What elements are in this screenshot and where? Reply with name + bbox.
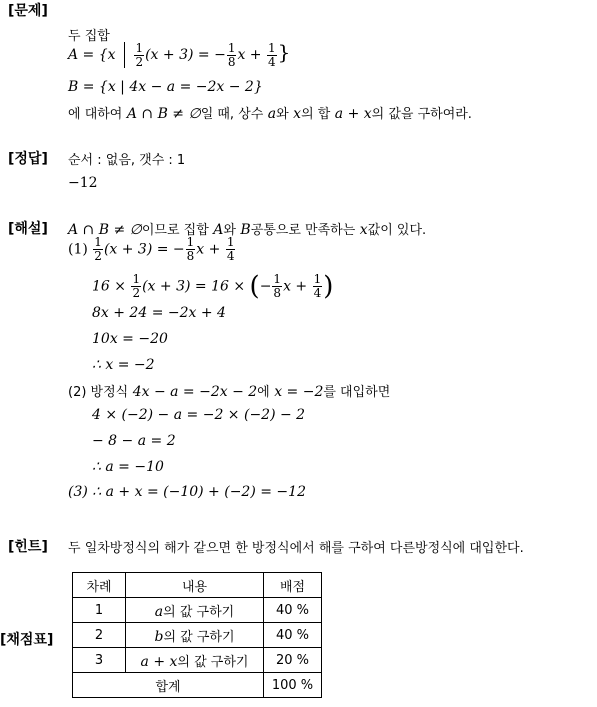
row-content: a + x의 값 구하기 xyxy=(126,648,264,673)
rubric-tag: [채점표] xyxy=(0,632,54,648)
explanation-tag: [해설] xyxy=(8,221,48,237)
set-b-definition: B = {x | 4x − a = −2x − 2} xyxy=(68,79,263,95)
row-score: 20 % xyxy=(264,648,322,673)
rubric-header-row xyxy=(73,573,322,598)
row-order: 3 xyxy=(73,648,126,673)
set-a-lead: A = {x xyxy=(68,47,116,63)
step1-line5: ∴ x = −2 xyxy=(92,357,155,373)
set-a-frac2: $\frac{1}{8}$ xyxy=(227,40,236,69)
set-a-mid: (x + 3) = − xyxy=(145,47,226,63)
step2-line3: − 8 − a = 2 xyxy=(92,433,176,449)
set-a-frac3: $\frac{1}{4}$ xyxy=(267,40,276,69)
step1-line3: 8x + 24 = −2x + 4 xyxy=(92,305,226,321)
row-score: 40 % xyxy=(264,598,322,623)
header-order: 차례 xyxy=(73,573,126,598)
table-row xyxy=(73,623,322,648)
explanation-intro: A ∩ B ≠ ∅이므로 집합 A와 B공통으로 만족하는 x값이 있다. xyxy=(68,222,427,238)
step2-line1: (2) 방정식 4x − a = −2x − 2에 x = −2를 대입하면 xyxy=(68,384,391,400)
step2-line2: 4 × (−2) − a = −2 × (−2) − 2 xyxy=(92,407,306,423)
rubric-table xyxy=(72,572,322,698)
row-order: 1 xyxy=(73,598,126,623)
table-row xyxy=(73,598,322,623)
set-divider xyxy=(124,42,125,68)
row-content: b의 값 구하기 xyxy=(126,623,264,648)
step1-line2: 16 × $\frac{1}{2}$ (x + 3) = 16 × (− $\frac{1}{8}$ x + $\frac{1}{4}$ ) xyxy=(92,271,334,302)
step1-line1: (1) $\frac{1}{2}$ (x + 3) = − $\frac{1}{8}$ x + $\frac{1}{4}$ xyxy=(68,235,235,263)
step1-line4: 10x = −20 xyxy=(92,331,168,347)
total-label: 합계 xyxy=(73,673,264,698)
hint-text: 두 일차방정식의 해가 같으면 한 방정식에서 해를 구하여 다른방정식에 대입한다. xyxy=(68,541,524,556)
row-content: a의 값 구하기 xyxy=(126,598,264,623)
total-row xyxy=(73,673,322,698)
answer-meta: 순서 : 없음, 갯수 : 1 xyxy=(68,153,186,168)
step3-line: (3) ∴ a + x = (−10) + (−2) = −12 xyxy=(68,484,306,500)
step2-line4: ∴ a = −10 xyxy=(92,459,164,475)
set-a-definition: A = {x $\frac{1}{2}$ (x + 3) = − $\frac{1}{8}$ x + $\frac{1}{4}$ } xyxy=(68,40,291,69)
problem-tag: [문제] xyxy=(8,3,48,19)
row-score: 40 % xyxy=(264,623,322,648)
problem-question: 에 대하여 A ∩ B ≠ ∅일 때, 상수 a와 x의 합 a + x의 값을 구하여라. xyxy=(68,106,472,122)
set-a-frac1: $\frac{1}{2}$ xyxy=(135,40,144,69)
header-content: 내용 xyxy=(126,573,264,598)
answer-tag: [정답] xyxy=(8,151,48,167)
hint-tag: [힌트] xyxy=(8,539,48,555)
problem-intro: 두 집합 xyxy=(68,29,110,44)
header-score: 배점 xyxy=(264,573,322,598)
row-order: 2 xyxy=(73,623,126,648)
table-row xyxy=(73,648,322,673)
total-score: 100 % xyxy=(264,673,322,698)
set-a-mid2: x + xyxy=(237,47,262,63)
answer-value: −12 xyxy=(68,175,98,191)
